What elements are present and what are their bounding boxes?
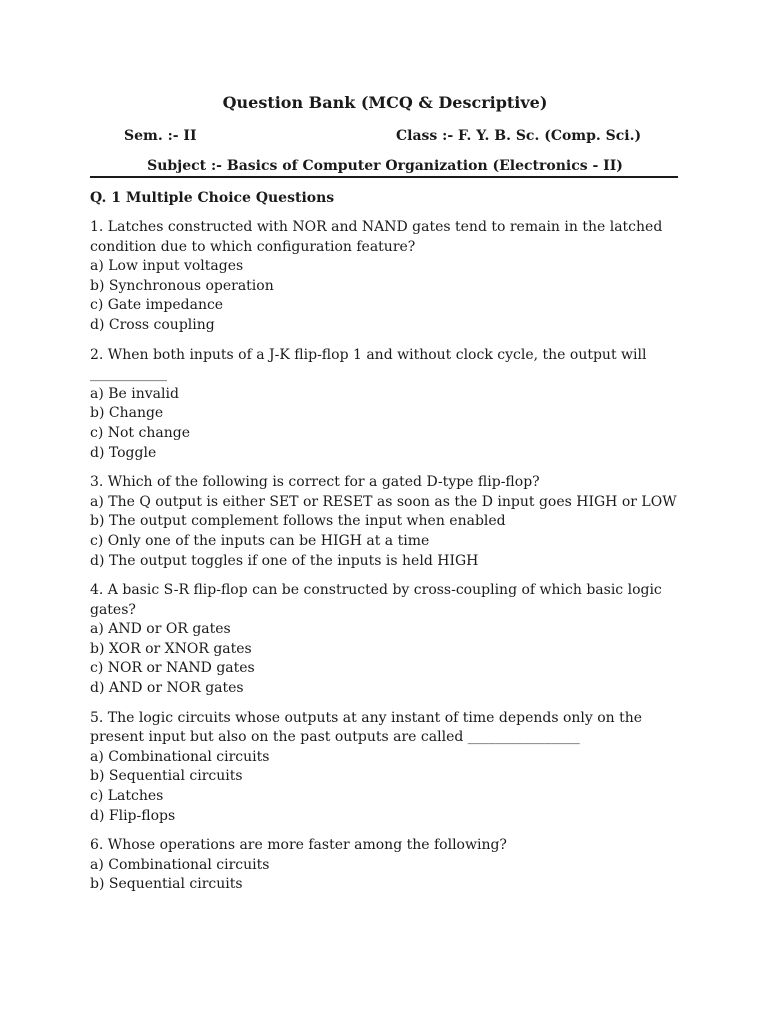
- question-text: 2. When both inputs of a J-K flip-flop 1 and without clock cycle, the output will ___________: [90, 346, 651, 383]
- question-item: [90, 346, 682, 464]
- question-text: 3. Which of the following is correct for a gated D-type flip-flop?: [90, 474, 540, 491]
- answer-option: a) Combinational circuits: [90, 856, 270, 873]
- question-item: [90, 836, 682, 895]
- answer-option: b) The output complement follows the input when enabled: [90, 513, 506, 530]
- answer-option: b) Sequential circuits: [90, 876, 243, 893]
- answer-option: c) Gate impedance: [90, 297, 224, 314]
- answer-option: a) Low input voltages: [90, 258, 244, 275]
- course-info-row: [90, 126, 680, 146]
- answer-option: a) AND or OR gates: [90, 621, 231, 638]
- answer-option: c) NOR or NAND gates: [90, 660, 255, 677]
- question-text: 6. Whose operations are more faster among the following?: [90, 837, 507, 854]
- answer-option: a) Be invalid: [90, 385, 179, 402]
- answer-option: d) Flip-flops: [90, 807, 176, 824]
- question-text: 1. Latches constructed with NOR and NAND gates tend to remain in the latched condition due to which configuration feature?: [90, 219, 667, 255]
- question-text: 4. A basic S-R flip-flop can be constructed by cross-coupling of which basic logic gates?: [90, 582, 667, 618]
- question-item: [90, 218, 682, 336]
- answer-option: b) Synchronous operation: [90, 277, 274, 294]
- answer-option: b) Sequential circuits: [90, 768, 243, 785]
- answer-option: d) Cross coupling: [90, 316, 215, 333]
- question-item: [90, 709, 682, 827]
- answer-option: b) Change: [90, 405, 164, 422]
- question-item: [90, 473, 682, 571]
- document-title: Question Bank (MCQ & Descriptive): [222, 93, 548, 112]
- question-item: [90, 581, 682, 699]
- answer-option: b) XOR or XNOR gates: [90, 640, 252, 657]
- answer-option: c) Latches: [90, 788, 164, 805]
- answer-option: d) The output toggles if one of the inputs is held HIGH: [90, 552, 479, 569]
- answer-option: d) AND or NOR gates: [90, 680, 244, 697]
- subject-label: Subject :- Basics of Computer Organization (Electronics - II): [147, 158, 623, 174]
- section-heading: Q. 1 Multiple Choice Questions: [90, 190, 335, 206]
- answer-option: d) Toggle: [90, 444, 157, 461]
- answer-option: a) The Q output is either SET or RESET as soon as the D input goes HIGH or LOW: [90, 493, 677, 510]
- answer-option: c) Not change: [90, 424, 190, 441]
- semester-label: Sem. :- II: [124, 128, 197, 144]
- header-divider: [90, 176, 678, 178]
- question-list: [90, 218, 682, 905]
- question-text: 5. The logic circuits whose outputs at any instant of time depends only on the present input but also on the past outputs are called ________________: [90, 709, 647, 746]
- class-label: Class :- F. Y. B. Sc. (Comp. Sci.): [396, 128, 642, 144]
- answer-option: c) Only one of the inputs can be HIGH at a time: [90, 532, 430, 549]
- answer-option: a) Combinational circuits: [90, 748, 270, 765]
